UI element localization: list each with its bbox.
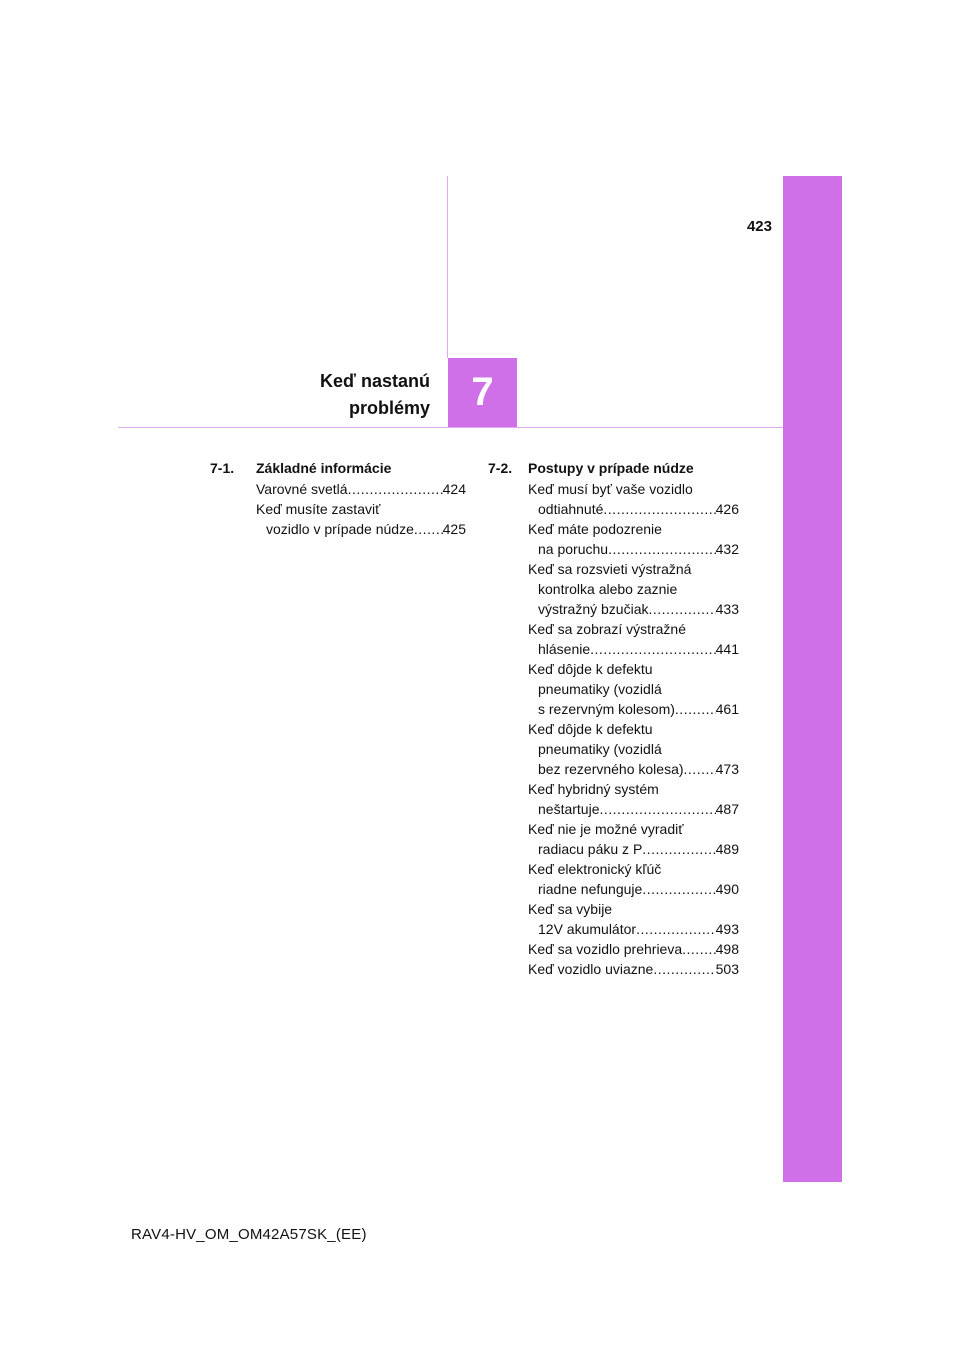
toc-entry-line: kontrolka alebo zaznie	[538, 581, 678, 597]
section-title: Základné informácie	[256, 460, 392, 476]
toc-entry-line: Keď máte podozrenie	[528, 521, 662, 537]
toc-entry-text: Keď sa vozidlo prehrieva	[528, 941, 683, 957]
toc-page-number: 461	[715, 701, 739, 717]
toc-entry[interactable]	[528, 899, 739, 939]
toc-page-number: 432	[715, 541, 739, 557]
toc-entry-line: Keď dôjde k defektu	[528, 721, 653, 737]
toc-entry-leader-line	[528, 499, 739, 519]
dot-leader	[675, 699, 716, 719]
toc-entry[interactable]	[528, 779, 739, 819]
dot-leader	[590, 639, 715, 659]
toc-entry-line: pneumatiky (vozidlá	[538, 681, 662, 697]
toc-page-number: 489	[715, 841, 739, 857]
dot-leader	[642, 839, 715, 859]
toc-entry-line: pneumatiky (vozidlá	[538, 741, 662, 757]
toc-page-number: 503	[715, 961, 739, 977]
section-number: 7-1.	[210, 460, 235, 476]
toc-page-number: 441	[715, 641, 739, 657]
dot-leader	[348, 479, 443, 499]
toc-entry-leader-line	[528, 699, 739, 719]
dot-leader	[684, 759, 716, 779]
chapter-title	[230, 368, 430, 422]
toc-entry-text: 12V akumulátor	[538, 921, 637, 937]
toc-entry[interactable]	[256, 479, 466, 499]
toc-entry-line: Keď sa vybije	[528, 901, 613, 917]
toc-entry-line: Keď elektronický kľúč	[528, 861, 662, 877]
toc-section-7-1	[210, 458, 466, 539]
chapter-title-line-2: problémy	[348, 398, 430, 418]
toc-entry-leader-line	[528, 599, 739, 619]
dot-leader	[603, 499, 715, 519]
toc-entry-text: radiacu páku z P	[538, 841, 643, 857]
dot-leader	[414, 519, 443, 539]
toc-page-number: 490	[715, 881, 739, 897]
toc-entry-text: neštartuje	[538, 801, 600, 817]
toc-entry-text: bez rezervného kolesa)	[538, 761, 684, 777]
toc-section-7-2	[488, 458, 739, 979]
document-code-footer: RAV4-HV_OM_OM42A57SK_(EE)	[131, 1226, 367, 1243]
toc-page-number: 487	[715, 801, 739, 817]
toc-entry-text: Keď vozidlo uviazne	[528, 961, 654, 977]
chapter-title-line-1: Keď nastanú	[320, 371, 430, 391]
dot-leader	[682, 939, 716, 959]
toc-entry-leader-line	[256, 479, 466, 499]
dot-leader	[653, 959, 715, 979]
toc-page-number: 473	[715, 761, 739, 777]
toc-entry[interactable]	[528, 479, 739, 519]
toc-entries	[488, 479, 739, 979]
toc-entry-leader-line	[528, 959, 739, 979]
dot-leader	[642, 879, 715, 899]
toc-entry-text: vozidlo v prípade núdze	[266, 521, 414, 537]
chapter-number: 7	[471, 370, 494, 414]
toc-entry-line: Keď sa zobrazí výstražné	[528, 621, 687, 637]
section-title: Postupy v prípade núdze	[528, 460, 694, 476]
dot-leader	[636, 919, 716, 939]
toc-entry[interactable]	[528, 859, 739, 899]
toc-entry-line: Keď dôjde k defektu	[528, 661, 653, 677]
toc-page-number: 425	[442, 521, 466, 537]
toc-entry-leader-line	[528, 639, 739, 659]
toc-entry-line: Keď nie je možné vyradiť	[528, 821, 684, 837]
toc-entry-line: Keď musíte zastaviť	[256, 501, 381, 517]
toc-page-number: 426	[715, 501, 739, 517]
toc-entry-text: odtiahnuté	[538, 501, 604, 517]
dot-leader	[608, 539, 716, 559]
toc-page-number: 498	[715, 941, 739, 957]
toc-entry-leader-line	[528, 939, 739, 959]
toc-entry-leader-line	[528, 919, 739, 939]
horizontal-rule	[118, 427, 783, 428]
toc-entry[interactable]	[528, 719, 739, 779]
section-heading	[210, 458, 466, 478]
vertical-rule	[447, 176, 448, 358]
toc-entry-leader-line	[528, 759, 739, 779]
toc-entry-leader-line	[528, 879, 739, 899]
toc-page-number: 433	[715, 601, 739, 617]
toc-entry[interactable]	[528, 939, 739, 959]
toc-entry-line: Keď sa rozsvieti výstražná	[528, 561, 692, 577]
toc-entry-leader-line	[528, 799, 739, 819]
toc-entry[interactable]	[528, 619, 739, 659]
toc-entry-leader-line	[256, 519, 466, 539]
toc-entry[interactable]	[528, 959, 739, 979]
chapter-side-tab	[783, 176, 842, 1182]
chapter-number-box	[448, 358, 517, 427]
toc-entry-leader-line	[528, 839, 739, 859]
toc-entry-text: na poruchu	[538, 541, 609, 557]
toc-entries	[210, 479, 466, 539]
toc-entry[interactable]	[528, 659, 739, 719]
toc-page-number: 493	[715, 921, 739, 937]
toc-entry[interactable]	[528, 819, 739, 859]
toc-entry-line: Keď hybridný systém	[528, 781, 659, 797]
toc-entry[interactable]	[528, 519, 739, 559]
page-number: 423	[746, 218, 772, 235]
dot-leader	[599, 799, 715, 819]
toc-entry-leader-line	[528, 539, 739, 559]
dot-leader	[648, 599, 715, 619]
toc-entry-line: Keď musí byť vaše vozidlo	[528, 481, 693, 497]
toc-page-number: 424	[442, 481, 466, 497]
toc-entry-text: s rezervným kolesom)	[538, 701, 675, 717]
toc-entry-text: Varovné svetlá	[256, 481, 348, 497]
toc-entry[interactable]	[256, 499, 466, 539]
section-heading	[488, 458, 739, 478]
section-number: 7-2.	[488, 460, 513, 476]
toc-entry-text: výstražný bzučiak	[538, 601, 649, 617]
toc-entry[interactable]	[528, 559, 739, 619]
toc-entry-text: hlásenie	[538, 641, 591, 657]
toc-entry-text: riadne nefunguje	[538, 881, 643, 897]
